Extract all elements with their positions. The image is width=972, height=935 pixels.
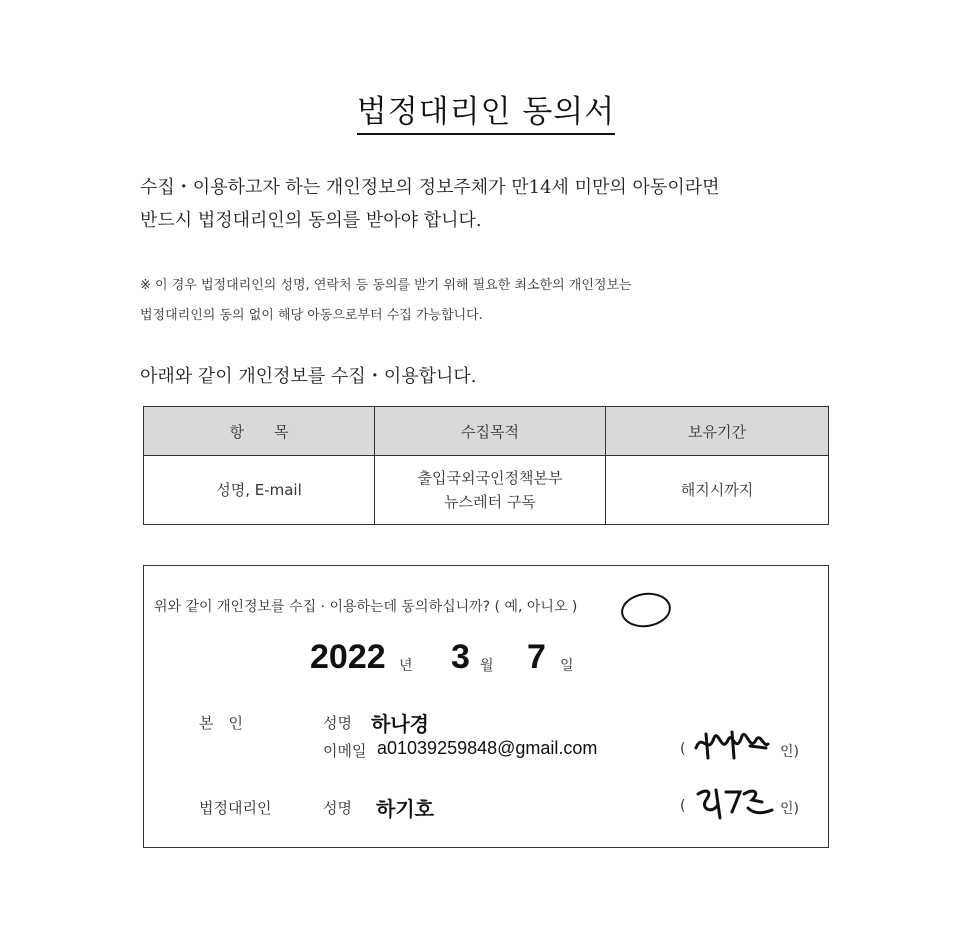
self-name-label: 성명 — [323, 714, 352, 732]
consent-question: 위와 같이 개인정보를 수집 · 이용하는데 동의하십니까? ( 예, 아니오 ) — [154, 599, 578, 615]
date-year: 2022 — [310, 638, 386, 676]
self-email: a01039259848@gmail.com — [377, 738, 598, 758]
header-purpose: 수집목적 — [375, 407, 606, 456]
header-item: 항 목 — [144, 407, 375, 456]
date-day-unit: 일 — [560, 658, 574, 674]
header-period: 보유기간 — [606, 407, 829, 456]
table-row — [144, 456, 829, 525]
note-paragraph — [140, 271, 840, 331]
guardian-sign-close: 인) — [780, 801, 799, 817]
document-title-text: 법정대리인 동의서 — [357, 94, 615, 135]
self-name: 하나경 — [371, 714, 429, 736]
note-line-2: 법정대리인의 동의 없이 해당 아동으로부터 수집 가능합니다. — [140, 308, 483, 323]
table-header-row — [144, 407, 829, 456]
self-label: 본 인 — [199, 714, 243, 732]
guardian-signature-scribble — [692, 784, 776, 824]
date-month-unit: 월 — [480, 658, 494, 674]
cell-purpose — [375, 456, 606, 525]
self-signature-scribble — [692, 726, 772, 766]
date-year-unit: 년 — [399, 658, 413, 674]
guardian-sign-open: ( — [680, 798, 686, 814]
note-line-1: ※ 이 경우 법정대리인의 성명, 연락처 등 동의를 받기 위해 필요한 최소한의 개인정보는 — [140, 278, 632, 293]
info-table — [143, 406, 829, 525]
self-sign-open: ( — [680, 741, 686, 757]
yes-circle-mark — [619, 590, 673, 631]
document-title — [0, 86, 972, 131]
date-month: 3 — [451, 638, 470, 676]
cell-item: 성명, E-mail — [144, 456, 375, 525]
self-sign-close: 인) — [780, 744, 799, 760]
cell-purpose-line-1: 출입국외국인정책본부 — [417, 469, 563, 487]
consent-box — [143, 565, 829, 848]
guardian-name-label: 성명 — [323, 799, 352, 817]
main-paragraph — [140, 171, 840, 237]
main-paragraph-line-2: 반드시 법정대리인의 동의를 받아야 합니다. — [140, 210, 482, 231]
main-paragraph-line-1: 수집・이용하고자 하는 개인정보의 정보주체가 만14세 미만의 아동이라면 — [140, 177, 720, 198]
self-email-label: 이메일 — [323, 742, 367, 760]
cell-period: 해지시까지 — [606, 456, 829, 525]
guardian-name: 하기호 — [376, 799, 434, 821]
date-day: 7 — [527, 638, 546, 676]
guardian-label: 법정대리인 — [199, 799, 272, 817]
intro-text: 아래와 같이 개인정보를 수집・이용합니다. — [140, 366, 477, 387]
cell-purpose-line-2: 뉴스레터 구독 — [444, 493, 536, 511]
